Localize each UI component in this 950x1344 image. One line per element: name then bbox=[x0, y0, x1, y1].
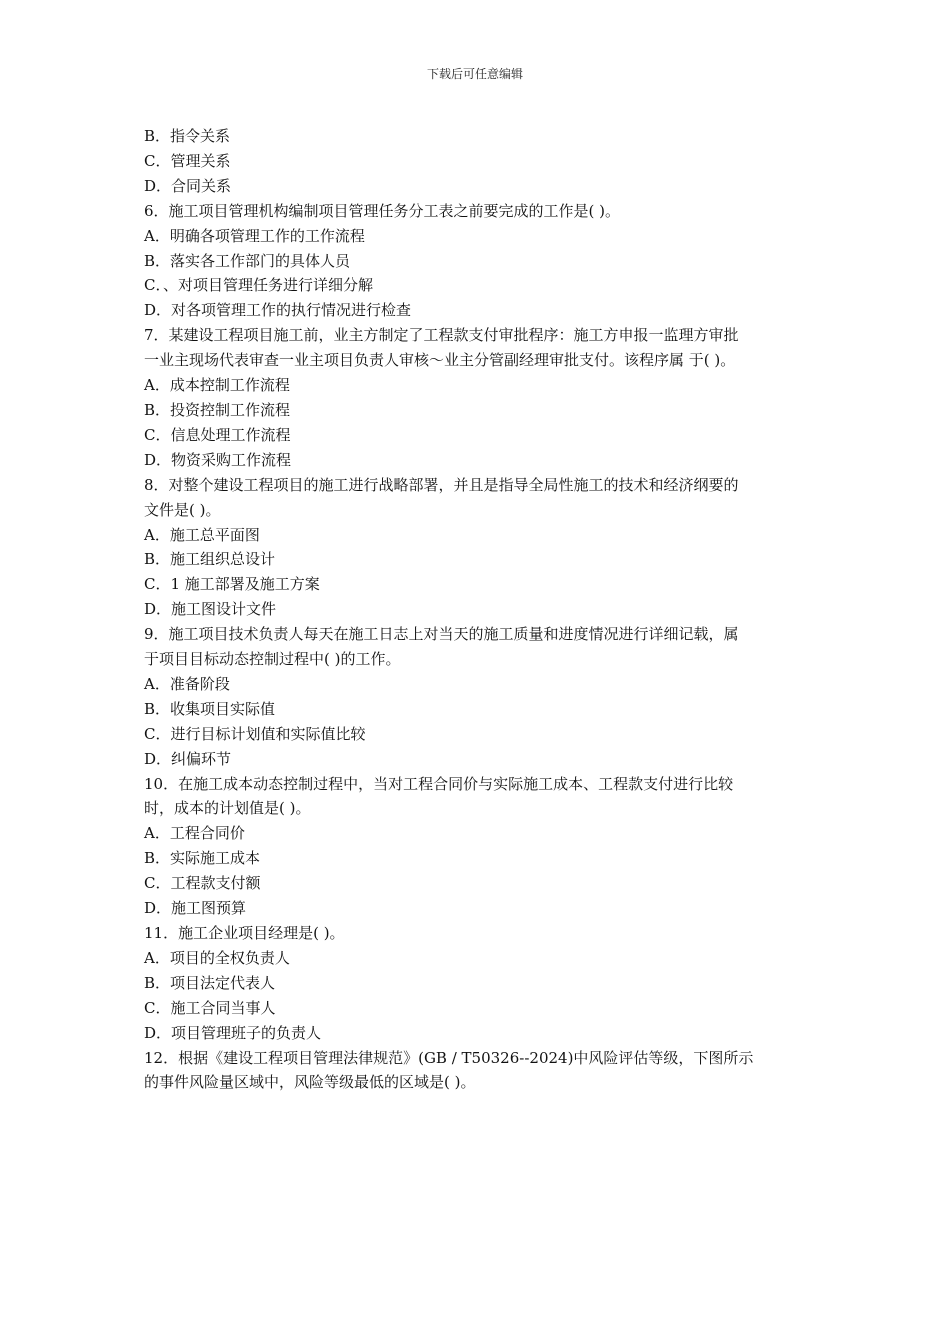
option-line: A．成本控制工作流程 bbox=[144, 376, 290, 395]
question-9-line-2: 于项目目标动态控制过程中( )的工作。 bbox=[144, 650, 401, 669]
question-6: 6．施工项目管理机构编制项目管理任务分工表之前要完成的工作是( )。 bbox=[144, 201, 621, 220]
option-line: C．进行目标计划值和实际值比较 bbox=[144, 724, 366, 743]
option-line: D．对各项管理工作的执行情况进行检查 bbox=[144, 301, 412, 320]
option-line: A．准备阶段 bbox=[144, 674, 230, 693]
question-10-line-2: 时，成本的计划值是( )。 bbox=[144, 799, 311, 818]
option-line: D．合同关系 bbox=[144, 176, 232, 195]
option-line: D．施工图设计文件 bbox=[144, 600, 277, 619]
question-8-line-2: 文件是( )。 bbox=[144, 500, 221, 519]
document-body bbox=[144, 124, 810, 1095]
question-8-line-1: 8．对整个建设工程项目的施工进行战略部署，并且是指导全局性施工的技术和经济纲要的 bbox=[144, 475, 739, 494]
option-line: D．项目管理班子的负责人 bbox=[144, 1023, 322, 1042]
page-header bbox=[0, 66, 950, 82]
option-line: A．施工总平面图 bbox=[144, 525, 260, 544]
option-line: A．项目的全权负责人 bbox=[144, 948, 290, 967]
option-line: C．信息处理工作流程 bbox=[144, 425, 291, 444]
option-line: B．施工组织总设计 bbox=[144, 550, 276, 569]
question-7-line-1: 7．某建设工程项目施工前，业主方制定了工程款支付审批程序：施工方申报一监理方审批 bbox=[144, 326, 739, 345]
question-11: 11．施工企业项目经理是( )。 bbox=[144, 924, 345, 942]
option-line: B．实际施工成本 bbox=[144, 849, 261, 868]
option-line: D．物资采购工作流程 bbox=[144, 450, 292, 469]
option-line: C．施工合同当事人 bbox=[144, 998, 276, 1017]
question-7-line-2: 一业主现场代表审查一业主项目负责人审核～业主分管副经理审批支付。该程序属 于( )。 bbox=[144, 351, 736, 370]
question-12-line-2: 的事件风险量区域中，风险等级最低的区域是( )。 bbox=[144, 1073, 476, 1092]
option-line: C．、对项目管理任务进行详细分解 bbox=[144, 276, 373, 295]
option-line: A．工程合同价 bbox=[144, 824, 245, 843]
option-line: D．施工图预算 bbox=[144, 899, 247, 918]
option-line: B．投资控制工作流程 bbox=[144, 400, 291, 419]
question-10-line-1: 10．在施工成本动态控制过程中，当对工程合同价与实际施工成本、工程款支付进行比较 bbox=[144, 774, 734, 793]
question-12-line-1: 12．根据《建设工程项目管理法律规范》(GB / T50326--2024)中风险评估等级，下图所示 bbox=[144, 1048, 754, 1067]
option-line: C．1 施工部署及施工方案 bbox=[144, 575, 320, 594]
option-line: C．管理关系 bbox=[144, 151, 231, 170]
option-line: A．明确各项管理工作的工作流程 bbox=[144, 226, 365, 245]
header-text: 下载后可任意编辑 bbox=[426, 67, 523, 81]
option-line: B．收集项目实际值 bbox=[144, 699, 276, 718]
option-line: B．指令关系 bbox=[144, 127, 231, 145]
question-9-line-1: 9．施工项目技术负责人每天在施工日志上对当天的施工质量和进度情况进行详细记载，属 bbox=[144, 625, 739, 644]
option-line: B．项目法定代表人 bbox=[144, 973, 276, 992]
option-line: C．工程款支付额 bbox=[144, 874, 261, 893]
option-line: B．落实各工作部门的具体人员 bbox=[144, 251, 351, 270]
option-line: D．纠偏环节 bbox=[144, 749, 232, 768]
